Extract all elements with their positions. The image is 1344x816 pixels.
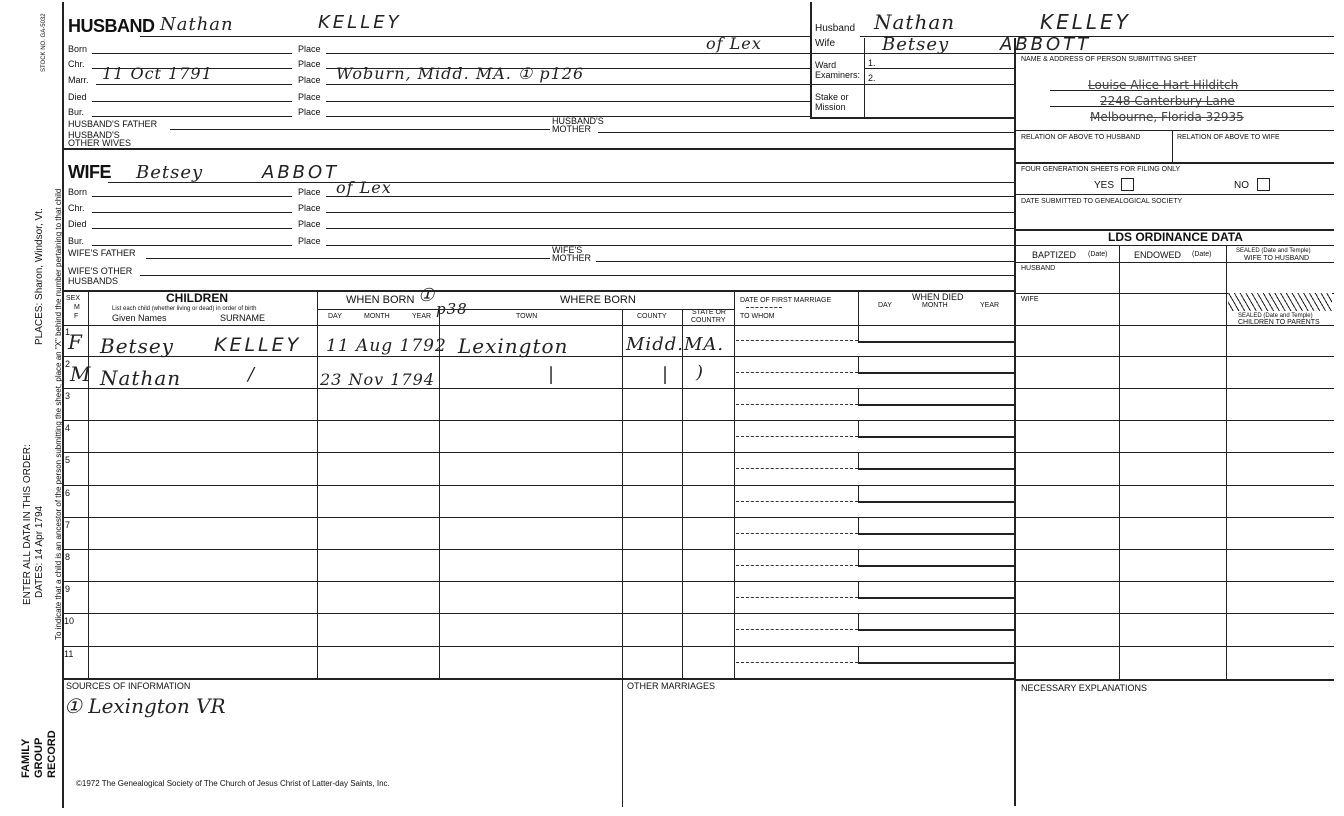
row-num: 2: [65, 359, 71, 369]
row-given: Nathan: [100, 366, 182, 390]
form-title-group: GROUP: [33, 737, 45, 778]
necessary-explanations-label: NECESSARY EXPLANATIONS: [1021, 683, 1148, 693]
col-to-whom: TO WHOM: [740, 313, 775, 320]
row-num: 5: [65, 455, 71, 465]
wifes-other-husbands-2: HUSBANDS: [68, 276, 119, 286]
row-num: 8: [65, 552, 71, 562]
rp-yes-checkbox[interactable]: [1121, 178, 1134, 191]
wife-chr-place-label: Place: [298, 203, 321, 213]
wife-died-label: Died: [68, 219, 87, 229]
row-born: 23 Nov 1794: [320, 370, 435, 389]
col-born-year-mark: p38: [436, 300, 468, 318]
row-given: Betsey: [100, 334, 174, 358]
rp-examiner-1: 1.: [868, 58, 876, 68]
side-places: PLACES: Sharon, Windsor, Vt.: [34, 208, 45, 345]
lds-endowed: ENDOWED: [1134, 250, 1181, 260]
husband-chr-place-label: Place: [298, 59, 321, 69]
husband-died-place-label: Place: [298, 92, 321, 102]
rp-relation-wife: RELATION OF ABOVE TO WIFE: [1177, 134, 1280, 141]
wife-chr-label: Chr.: [68, 203, 85, 213]
lds-endowed-date: (Date): [1192, 251, 1212, 258]
husbands-father-label: HUSBAND'S FATHER: [68, 119, 158, 129]
husband-marr-place: Woburn, Midd. MA. ① p126: [336, 64, 585, 83]
lds-title: LDS ORDINANCE DATA: [1108, 230, 1243, 244]
row-born: 11 Aug 1792: [326, 336, 447, 356]
col-where-born: WHERE BORN: [560, 294, 636, 306]
row-num: 3: [65, 391, 71, 401]
husband-surname: KELLEY: [318, 12, 402, 33]
children-title: CHILDREN: [166, 291, 228, 305]
rp-ward-label: Ward: [815, 60, 837, 70]
row-state: ): [696, 362, 705, 383]
rp-wife-label: Wife: [815, 38, 835, 49]
lds-sealed-children-1: SEALED (Date and Temple): [1238, 313, 1313, 319]
col-died-month: MONTH: [922, 302, 948, 309]
wife-given: Betsey: [136, 162, 204, 183]
husband-bur-place-label: Place: [298, 107, 321, 117]
rp-submitter-line1: Louise Alice Hart Hilditch: [1088, 78, 1239, 92]
lds-row-husband: HUSBAND: [1021, 265, 1056, 272]
rp-stake-2: Mission: [815, 102, 846, 112]
lds-baptized-date: (Date): [1088, 251, 1108, 258]
lds-sealed-wife-1: SEALED (Date and Temple): [1236, 248, 1311, 254]
sources-label: SOURCES OF INFORMATION: [66, 681, 191, 691]
lds-sealed-wife-2: WIFE TO HUSBAND: [1244, 255, 1310, 262]
children-note: List each child (whether living or dead) in order of birth: [112, 306, 257, 312]
row-town: Lexington: [458, 334, 569, 358]
husband-given: Nathan: [160, 14, 234, 35]
col-county: COUNTY: [637, 313, 667, 320]
rp-examiners-label: Examiners:: [815, 70, 861, 80]
main-left-border: [62, 2, 64, 808]
children-given-names: Given Names: [112, 313, 167, 323]
other-marriages-label: OTHER MARRIAGES: [627, 681, 716, 691]
rp-four-gen: FOUR GENERATION SHEETS FOR FILING ONLY: [1021, 166, 1181, 173]
row-surname: KELLEY: [214, 334, 302, 356]
form-title-record: RECORD: [46, 730, 58, 778]
wife-died-place-label: Place: [298, 219, 321, 229]
row-num: 6: [65, 488, 71, 498]
wife-bur-place-label: Place: [298, 236, 321, 246]
husbands-mother-label-1: HUSBAND'S: [552, 116, 604, 126]
col-died-year: YEAR: [980, 302, 1000, 309]
husband-born-place: of Lex: [706, 34, 762, 53]
rp-husband-label: Husband: [815, 23, 856, 34]
col-sex-header: SEX: [66, 295, 81, 302]
form-title-family: FAMILY: [20, 738, 32, 778]
row-num: 11: [64, 649, 74, 659]
row-num: 9: [65, 584, 71, 594]
side-instruction: To indicate that a child is an ancestor of the person submitting the sheet, place an "X" behind the number pertaining to that child: [54, 188, 63, 640]
lds-hatched-box: [1228, 293, 1332, 311]
wife-label: WIFE: [68, 162, 111, 182]
row-town: |: [548, 364, 556, 385]
col-when-died: WHEN DIED: [912, 292, 964, 302]
col-when-born-mark: ①: [418, 285, 436, 306]
copyright: ©1972 The Genealogical Society of The Church of Jesus Christ of Latter-day Saints, Inc.: [76, 779, 390, 788]
husband-born-label: Born: [68, 44, 88, 54]
ward-divider: [864, 38, 865, 118]
wife-born-place-label: Place: [298, 187, 321, 197]
rp-no-checkbox[interactable]: [1257, 178, 1270, 191]
right-panel-border: [810, 2, 812, 118]
rp-wife-given: Betsey: [882, 34, 950, 55]
row-num: 1: [65, 327, 71, 337]
row-state: MA.: [684, 334, 725, 355]
rp-submitter-line2: 2248 Canterbury Lane: [1100, 94, 1235, 108]
row-county: |: [662, 364, 670, 385]
row-county: Midd.: [626, 334, 684, 355]
row-num: 10: [64, 616, 75, 626]
husband-died-label: Died: [68, 92, 87, 102]
col-born-month: MONTH: [364, 313, 390, 320]
husbands-mother-label-2: MOTHER: [552, 124, 591, 134]
rp-stake-1: Stake or: [815, 92, 849, 102]
side-enter: ENTER ALL DATA IN THIS ORDER:: [22, 444, 33, 605]
stock-number: STOCK NO. GA-5032: [41, 13, 47, 72]
rp-submitter-line3: Melbourne, Florida 32935: [1090, 110, 1244, 124]
husbands-other-wives-2: OTHER WIVES: [68, 138, 132, 148]
col-when-born: WHEN BORN: [346, 294, 415, 306]
col-first-marriage: DATE OF FIRST MARRIAGE: [740, 297, 832, 304]
wifes-father-label: WIFE'S FATHER: [68, 248, 136, 258]
wifes-mother-label-1: WIFE'S: [552, 245, 583, 255]
row-num: 7: [65, 520, 71, 530]
rp-date-submitted: DATE SUBMITTED TO GENEALOGICAL SOCIETY: [1021, 198, 1183, 205]
row-surname: /: [248, 364, 256, 385]
rp-wife-surname: ABBOTT: [1000, 34, 1092, 55]
rp-husband-surname: KELLEY: [1040, 10, 1131, 34]
wifes-mother-label-2: MOTHER: [552, 253, 591, 263]
col-town: TOWN: [516, 313, 538, 320]
col-born-year: YEAR: [412, 313, 432, 320]
row-sex: F: [68, 330, 83, 354]
husband-marr-label: Marr.: [68, 75, 89, 85]
row-sex: M: [70, 362, 92, 386]
rp-relation-husband: RELATION OF ABOVE TO HUSBAND: [1021, 134, 1141, 141]
lds-baptized: BAPTIZED: [1032, 250, 1077, 260]
row-num: 4: [65, 423, 71, 433]
col-born-day: DAY: [328, 313, 342, 320]
wifes-other-husbands-1: WIFE'S OTHER: [68, 266, 133, 276]
husband-label: HUSBAND: [68, 16, 155, 36]
rp-no-label: NO: [1234, 180, 1249, 191]
lds-row-wife: WIFE: [1021, 296, 1039, 303]
rp-husband-given: Nathan: [874, 10, 956, 34]
wife-bur-label: Bur.: [68, 236, 85, 246]
col-died-day: DAY: [878, 302, 892, 309]
lds-sealed-children-2: CHILDREN TO PARENTS: [1238, 319, 1320, 326]
col-sex-f: F: [74, 313, 79, 320]
husband-marr-place-label: Place: [298, 75, 321, 85]
col-sex-m: M: [74, 304, 80, 311]
children-surname: SURNAME: [220, 313, 266, 323]
husbands-other-wives-1: HUSBAND'S: [68, 130, 120, 140]
wife-born-label: Born: [68, 187, 88, 197]
husband-born-place-label: Place: [298, 44, 321, 54]
col-state-2: COUNTRY: [691, 317, 726, 324]
wife-surname: ABBOT: [262, 162, 340, 183]
rp-examiner-2: 2.: [868, 73, 876, 83]
wife-born-place: of Lex: [336, 178, 392, 197]
rp-yes-label: YES: [1094, 180, 1115, 191]
side-dates: DATES: 14 Apr 1794: [34, 505, 45, 598]
col-state-1: STATE OR: [692, 309, 726, 316]
sources-value: ① Lexington VR: [64, 694, 226, 718]
husband-chr-label: Chr.: [68, 59, 85, 69]
husband-marr-date: 11 Oct 1791: [102, 64, 213, 83]
rp-submitter-label: NAME & ADDRESS OF PERSON SUBMITTING SHEET: [1021, 56, 1197, 63]
husband-bur-label: Bur.: [68, 107, 85, 117]
